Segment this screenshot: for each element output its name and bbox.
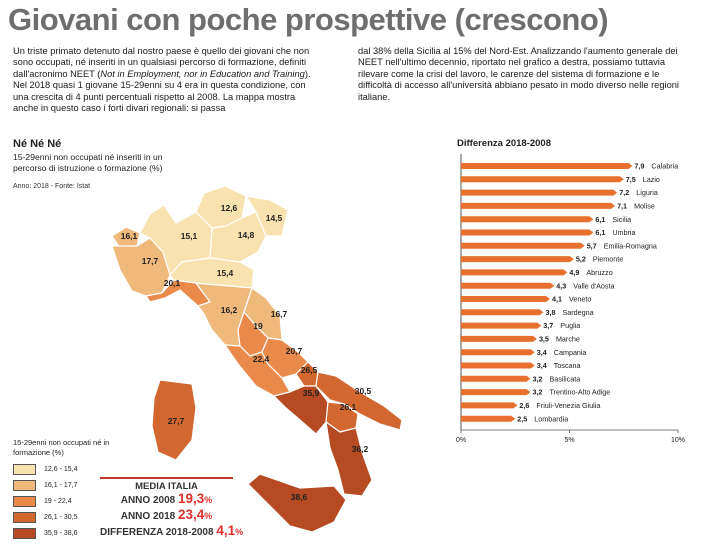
map-label-molise: 26,5 [300,365,318,375]
legend-label: 35,9 - 38,6 [44,530,78,537]
bar-value-label: 3,4 [536,347,547,357]
bar-marche [461,336,537,342]
bar-category-label: Umbria [612,228,636,238]
map-subtitle: 15-29enni non occupati né inseriti in un percorso di istruzione o formazione (%) [13,152,163,173]
bar-value-label: 3,8 [545,307,556,317]
bar-molise [461,203,615,209]
legend-label: 12,6 - 15,4 [44,466,78,473]
map-label-veneto: 14,8 [237,230,255,240]
map-label-piemonte: 17,7 [141,256,159,266]
bar-category-label: Friuli-Venezia Giulia [536,401,601,410]
bar-category-label: Toscana [553,361,581,371]
x-tick-label: 0% [455,437,467,444]
bar-value-label: 3,2 [532,387,543,397]
bar-liguria [461,190,617,196]
x-tick-label: 10% [670,437,686,444]
bar-category-label: Veneto [568,294,592,304]
x-tick-label: 5% [564,437,575,444]
media-row-2008-label: ANNO 2008 [120,495,176,506]
bar-abruzzo [461,269,567,275]
bar-category-label: Abruzzo [586,268,613,277]
media-row-diff-value: 4,1 [216,523,236,538]
bar-category-label: Trentino-Alto Adige [549,387,611,397]
bar-category-label: Molise [634,201,655,211]
bar-category-label: Basilicata [549,374,581,384]
bar-category-label: Puglia [560,321,581,331]
bar-chart-title: Differenza 2018-2008 [457,138,551,149]
bar-category-label: Sardegna [562,307,594,317]
bar-friuli-venezia-giulia [461,402,517,408]
bar-lombardia [461,416,515,422]
bar-value-label: 6,1 [595,228,606,238]
media-row-2008-unit: % [204,495,213,505]
bar-calabria [461,163,632,169]
bar-value-label: 2,5 [517,414,528,424]
intro-text-1a: Un triste primato detenuto dal nostro paese è quello dei giovani che non sono occupati, né inseriti in un qualsiasi percorso di formazione, definiti dall'acronimo NEET ( [13,46,310,79]
map-label-emilia-romagna: 15,4 [216,268,234,278]
map-label-toscana: 16,2 [220,305,238,315]
map-label-sicilia: 38,6 [290,492,308,502]
map-label-umbria: 19 [253,321,263,331]
bar-value-label: 3,2 [532,374,543,384]
map-label-campania: 35,9 [302,388,320,398]
map-label-puglia: 30,5 [354,386,372,396]
intro-text-1b: ). Nel 2018 quasi 1 giovane 15-29enni su 4 era in questa condizione, con una crescita di 4 punti percentuali rispetto al 2008. La mappa mostra anche in questo caso i forti divari regionali: si passa [13,68,311,114]
media-title: MEDIA ITALIA [100,477,233,492]
bar-category-label: Valle d'Aosta [573,281,615,291]
bar-basilicata [461,376,530,382]
intro-column-2: dal 38% della Sicilia al 15% del Nord-Est. Analizzando l'aumento generale dei NEET nell'ultimo decennio, riportato nel grafico a destra, possiamo tuttavia rilevare come la crisi del lavoro, le carenze del sistema di formazione e le difficoltà di accesso all'università abbiano pesato in modo diverso nelle regioni italiane. [358,46,679,102]
bar-value-label: 3,5 [538,334,549,344]
intro-acronym-expansion: Not in Employment, nor in Education and Training [100,68,305,79]
bar-value-label: 5,2 [575,254,586,264]
bar-value-label: 7,5 [625,174,636,184]
bar-sicilia [461,216,593,222]
bar-veneto [461,296,550,302]
media-row-2018-unit: % [204,511,213,521]
bar-sardegna [461,309,543,315]
bar-emilia-romagna [461,243,585,249]
map-label-trentino-alto-adige: 12,6 [220,203,238,213]
media-row-2008-value: 19,3 [177,491,205,506]
bar-value-label: 6,1 [595,214,606,224]
map-label-sardegna: 27,7 [167,416,185,426]
bar-category-label: Liguria [636,188,658,198]
bar-value-label: 7,2 [619,188,630,198]
map-label-abruzzo: 20,7 [285,346,303,356]
bar-category-label: Calabria [651,161,679,171]
media-row-diff-unit: % [235,527,244,537]
map-label-liguria: 20,1 [163,278,181,288]
bar-puglia [461,323,541,329]
map-label-lombardia: 15,1 [180,231,198,241]
bar-category-label: Sicilia [612,214,632,224]
bar-value-label: 3,7 [543,321,554,331]
bar-category-label: Campania [553,347,587,357]
bar-value-label: 4,9 [569,268,580,277]
media-row-2018-value: 23,4 [177,507,205,522]
page-title: Giovani con poche prospettive (crescono) [8,2,609,37]
bar-umbria [461,230,593,236]
bar-category-label: Emilia-Romagna [603,241,657,251]
media-row-diff-label: DIFFERENZA 2018-2008 [100,527,214,538]
map-label-marche: 16,7 [270,309,288,319]
map-label-calabria: 36,2 [351,444,369,454]
map-source: Anno: 2018 - Fonte: Istat [13,183,91,190]
bar-value-label: 2,6 [519,401,530,410]
bar-value-label: 4,3 [556,281,567,291]
bar-value-label: 7,9 [634,161,645,171]
bar-value-label: 7,1 [617,201,628,211]
map-label-basilicata: 26,1 [339,402,357,412]
bar-toscana [461,363,535,369]
legend-label: 19 - 22,4 [44,498,72,505]
bar-trentino-alto-adige [461,389,530,395]
media-row-2018-label: ANNO 2018 [120,511,176,522]
bar-category-label: Lazio [642,174,660,184]
map-title: Né Né Né [13,138,62,150]
map-label-friuli-venezia-giulia: 14,5 [265,213,283,223]
bar-piemonte [461,256,574,262]
map-label-lazio: 22,4 [252,354,270,364]
bar-valle-d-aosta [461,283,554,289]
bar-category-label: Marche [555,334,580,344]
bar-value-label: 3,4 [536,361,547,371]
bar-campania [461,349,535,355]
bar-lazio [461,176,624,182]
bar-category-label: Lombardia [534,414,569,424]
bar-category-label: Piemonte [592,254,624,264]
bar-value-label: 4,1 [551,294,562,304]
map-label-valle-d-aosta: 16,1 [120,231,138,241]
legend-label: 26,1 - 30,5 [44,514,78,521]
bar-value-label: 5,7 [586,241,597,251]
legend-title: 15-29enni non occupati né in formazione (%) [13,438,110,457]
legend-label: 16,1 - 17,7 [44,482,78,489]
